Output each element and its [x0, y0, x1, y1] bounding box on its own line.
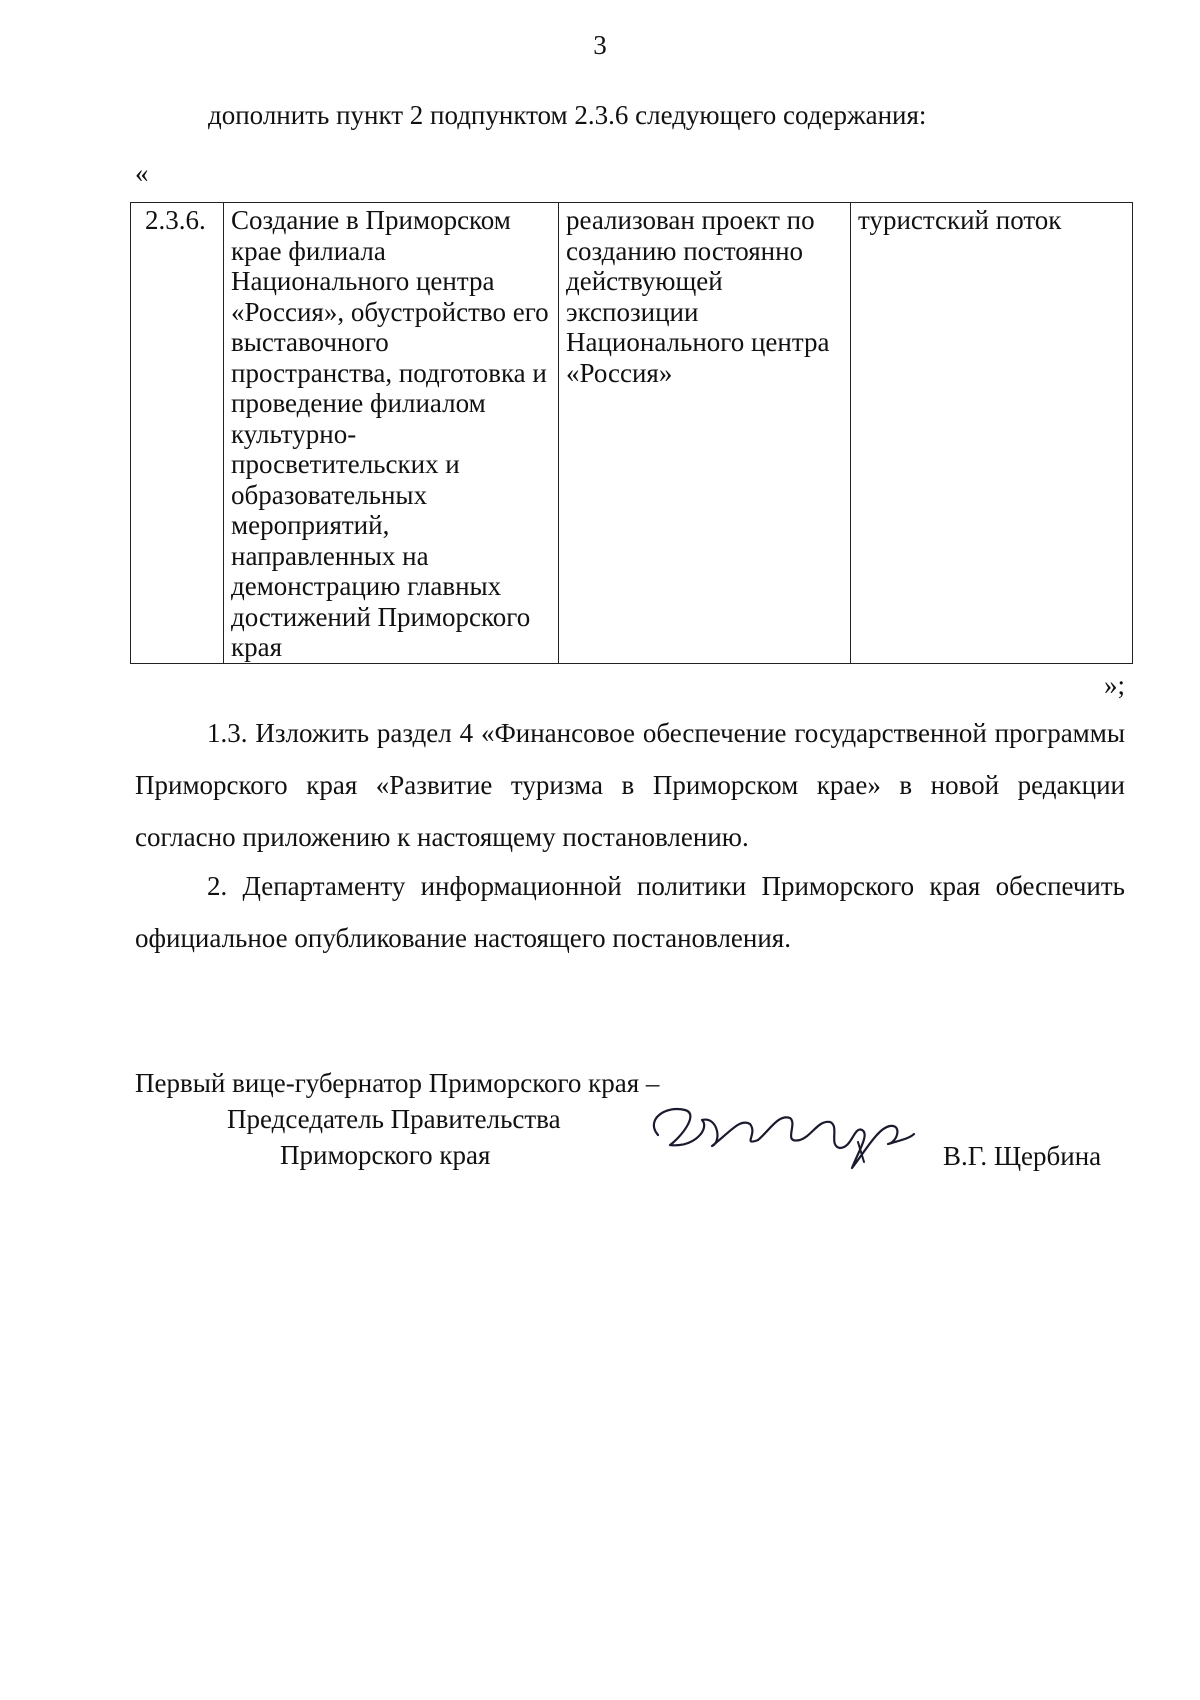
signer-name: В.Г. Щербина: [943, 1141, 1102, 1171]
open-quote: «: [135, 158, 149, 188]
paragraph-1-3-text: 1.3. Изложить раздел 4 «Финансовое обеспечение государственной программы Приморского края «Развитие туризма в Приморском крае» в новой редакции согласно приложению к настоящему постановлению.: [135, 718, 1125, 852]
paragraph-2-text: 2. Департаменту информационной политики Приморского края обеспечить официальное опубликование настоящего постановления.: [135, 871, 1125, 953]
signature-block: [135, 1065, 659, 1173]
intro-text: дополнить пункт 2 подпунктом 2.3.6 следующего содержания:: [208, 100, 927, 130]
paragraph-1-3: [135, 707, 1125, 863]
page-number: 3: [593, 30, 607, 60]
row-indicator-cell: туристский поток: [851, 203, 1133, 664]
signer-title-line3: Приморского края: [280, 1140, 491, 1170]
row-description-cell: Создание в Приморском крае филиала Национального центра «Россия», обустройство его выставочного пространства, подготовка и проведение филиалом культурно-просветительских и образовательных мероприятий, направленных на демонстрацию главных достижений Приморского края: [224, 203, 559, 664]
table-row: [131, 203, 1133, 664]
close-quote: »;: [1103, 670, 1125, 700]
signer-title-line1: Первый вице-губернатор Приморского края –: [135, 1068, 660, 1098]
paragraph-2: [135, 860, 1125, 964]
handwritten-signature: [640, 1090, 940, 1170]
insertion-table: [130, 202, 1133, 664]
signer-title-line2: Председатель Правительства: [227, 1104, 561, 1134]
row-result-cell: реализован проект по созданию постоянно действующей экспозиции Национального центра «Россия»: [559, 203, 851, 664]
row-number-cell: 2.3.6.: [131, 203, 224, 664]
